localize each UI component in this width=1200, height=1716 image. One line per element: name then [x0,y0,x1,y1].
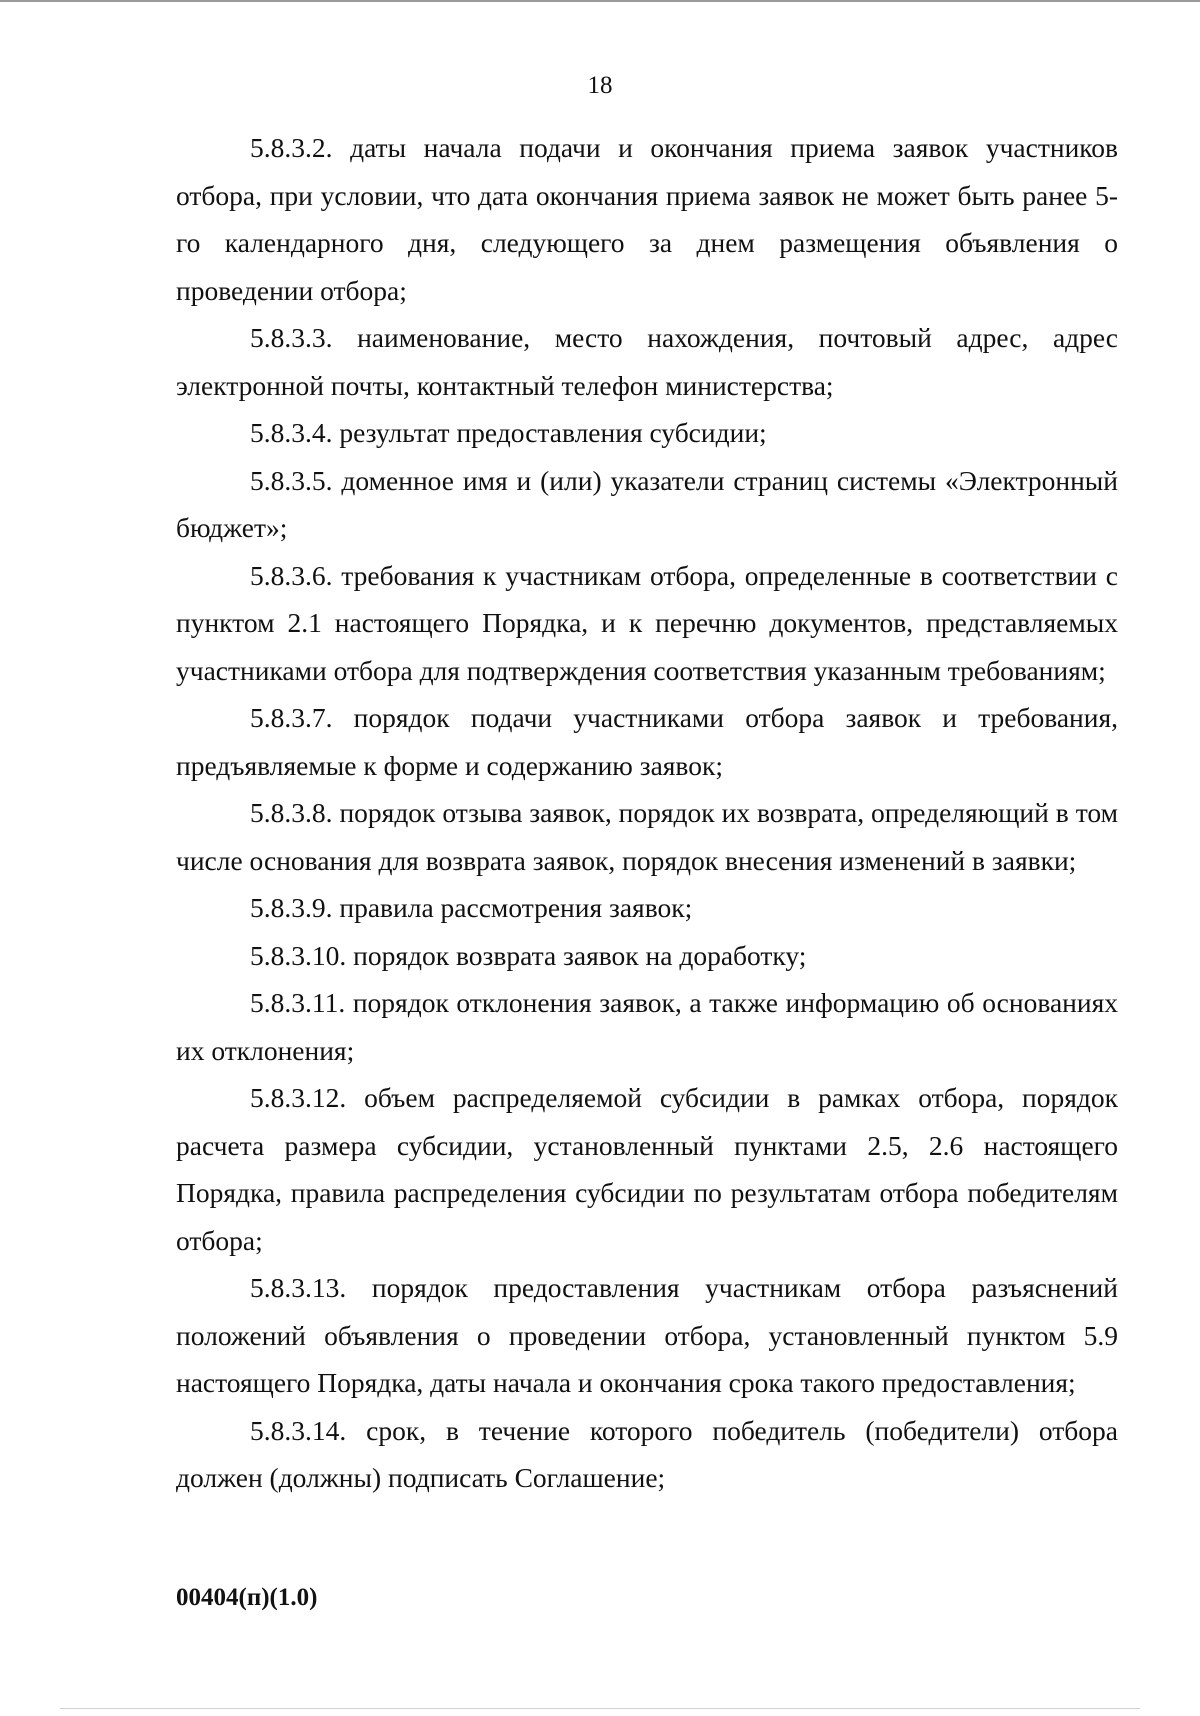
paragraph-5-8-3-3: 5.8.3.3. наименование, место нахождения, почтовый адрес, адрес электронной почты, контактный телефон министерства; [176,322,1118,401]
paragraph-5-8-3-11: 5.8.3.11. порядок отклонения заявок, а также информацию об основаниях их отклонения; [176,987,1118,1066]
paragraph-5-8-3-13: 5.8.3.13. порядок предоставления участникам отбора разъяснений положений объявления о проведении отбора, установленный пунктом 5.9 настоящего Порядка, даты начала и окончания срока такого предоставления; [176,1272,1118,1398]
paragraph-5-8-3-7: 5.8.3.7. порядок подачи участниками отбора заявок и требования, предъявляемые к форме и содержанию заявок; [176,702,1118,781]
scan-bottom-edge [60,1708,1140,1709]
paragraph-5-8-3-6: 5.8.3.6. требования к участникам отбора, определенные в соответствии с пунктом 2.1 настоящего Порядка, и к перечню документов, представляемых участниками отбора для подтверждения соответствия указанным требованиям; [176,559,1118,686]
page-number: 18 [587,72,613,99]
paragraph-5-8-3-14: 5.8.3.14. срок, в течение которого победитель (победители) отбора должен (должны) подписать Соглашение; [176,1414,1118,1493]
paragraph-5-8-3-8: 5.8.3.8. порядок отзыва заявок, порядок их возврата, определяющий в том числе основания для возврата заявок, порядок внесения изменений в заявки; [176,797,1118,876]
paragraph-5-8-3-5: 5.8.3.5. доменное имя и (или) указатели страниц системы «Электронный бюджет»; [176,464,1118,543]
document-code: 00404(п)(1.0) [176,1584,318,1611]
paragraph-5-8-3-9: 5.8.3.9. правила рассмотрения заявок; [250,892,693,923]
paragraph-5-8-3-12: 5.8.3.12. объем распределяемой субсидии в рамках отбора, порядок расчета размера субсидии, установленный пунктами 2.5, 2.6 настоящего Порядка, правила распределения субсидии по результатам отбора победителям отбора; [176,1082,1118,1256]
document-body [176,124,1118,1502]
paragraph-5-8-3-4: 5.8.3.4. результат предоставления субсидии; [250,417,767,448]
scan-top-edge [0,0,1200,2]
paragraph-5-8-3-2: 5.8.3.2. даты начала подачи и окончания приема заявок участников отбора, при условии, что дата окончания приема заявок не может быть ранее 5-го календарного дня, следующего за днем размещения объявления о проведении отбора; [176,132,1118,306]
paragraph-5-8-3-10: 5.8.3.10. порядок возврата заявок на доработку; [250,939,807,971]
